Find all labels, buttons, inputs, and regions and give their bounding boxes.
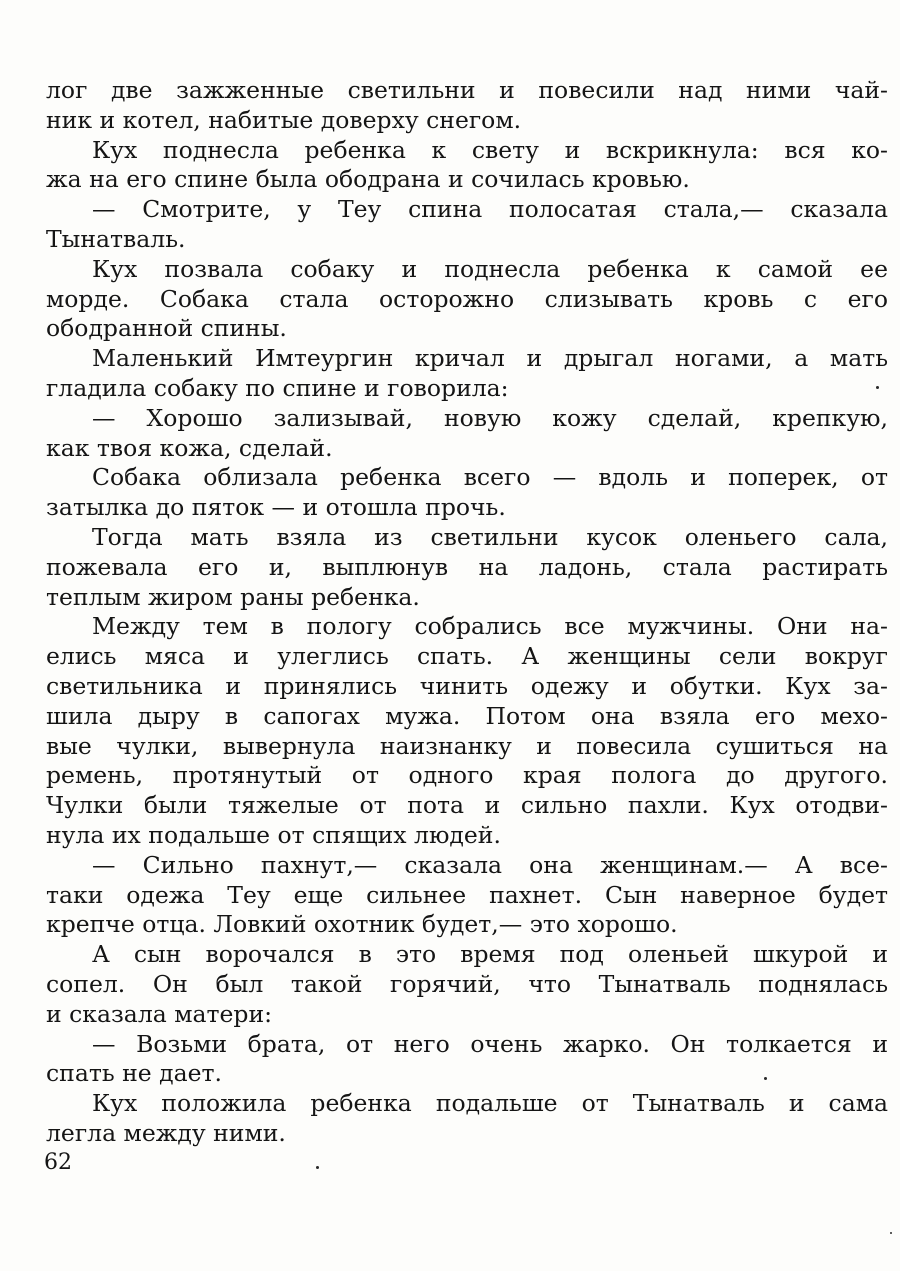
text-line: — Сильно пахнут,— сказала она женщинам.— А все-	[92, 850, 888, 879]
text-line: гладила собаку по спине и говорила:	[46, 373, 509, 402]
text-line: А сын ворочался в это время под оленьей шкурой и	[92, 940, 888, 969]
scan-speck	[764, 1077, 767, 1080]
scan-speck	[876, 386, 879, 389]
text-line: морде. Собака стала осторожно слизывать кровь с его	[46, 284, 888, 313]
text-line: Кух позвала собаку и поднесла ребенка к самой ее	[92, 254, 888, 283]
page-text	[46, 76, 888, 1149]
text-line: Маленький Имтеургин кричал и дрыгал ногами, а мать	[92, 344, 888, 373]
text-line: жа на его спине была ободрана и сочилась кровью.	[46, 165, 690, 194]
text-line: — Хорошо зализывай, новую кожу сделай, крепкую,	[92, 403, 888, 432]
text-line: Кух положила ребенка подальше от Тынатваль и сама	[92, 1089, 888, 1118]
text-line: как твоя кожа, сделай.	[46, 433, 333, 462]
text-line: Чулки были тяжелые от пота и сильно пахли. Кух отодви-	[46, 791, 888, 820]
text-line: елись мяса и улеглись спать. А женщины сели вокруг	[46, 642, 888, 671]
text-line: ободранной спины.	[46, 314, 287, 343]
text-line: светильника и принялись чинить одежу и обутки. Кух за-	[46, 671, 888, 700]
text-line: шила дыру в сапогах мужа. Потом она взяла его мехо-	[46, 701, 888, 730]
scan-speck	[890, 1232, 892, 1234]
text-line: Между тем в пологу собрались все мужчины. Они на-	[92, 612, 888, 641]
text-line: таки одежа Теу еще сильнее пахнет. Сын наверное будет	[46, 880, 888, 909]
text-line: Тынатваль.	[46, 224, 186, 253]
text-line: спать не дает.	[46, 1059, 222, 1088]
text-line: ремень, протянутый от одного края полога до другого.	[46, 761, 888, 790]
text-line: пожевала его и, выплюнув на ладонь, стала растирать	[46, 552, 888, 581]
text-line: лог две зажженные светильни и повесили над ними чай-	[46, 76, 888, 104]
text-line: и сказала матери:	[46, 999, 273, 1028]
text-line: Кух поднесла ребенка к свету и вскрикнула: вся ко-	[92, 135, 888, 164]
text-line: ник и котел, набитые доверху снегом.	[46, 105, 522, 134]
text-line: затылка до пяток — и отошла прочь.	[46, 493, 506, 522]
text-line: Собака облизала ребенка всего — вдоль и поперек, от	[92, 463, 888, 492]
text-line: крепче отца. Ловкий охотник будет,— это хорошо.	[46, 910, 678, 939]
scan-speck	[316, 1166, 319, 1169]
text-line: вые чулки, вывернула наизнанку и повесила сушиться на	[46, 731, 888, 760]
text-line: теплым жиром раны ребенка.	[46, 582, 420, 611]
text-line: легла между ними.	[46, 1118, 286, 1147]
text-line: — Возьми брата, от него очень жарко. Он толкается и	[92, 1029, 888, 1058]
page-number: 62	[44, 1150, 72, 1175]
text-line: нула их подальше от спящих людей.	[46, 820, 501, 849]
text-line: Тогда мать взяла из светильни кусок оленьего сала,	[92, 522, 888, 551]
text-line: — Смотрите, у Теу спина полосатая стала,— сказала	[92, 195, 888, 224]
text-line: сопел. Он был такой горячий, что Тынатваль поднялась	[46, 969, 888, 998]
